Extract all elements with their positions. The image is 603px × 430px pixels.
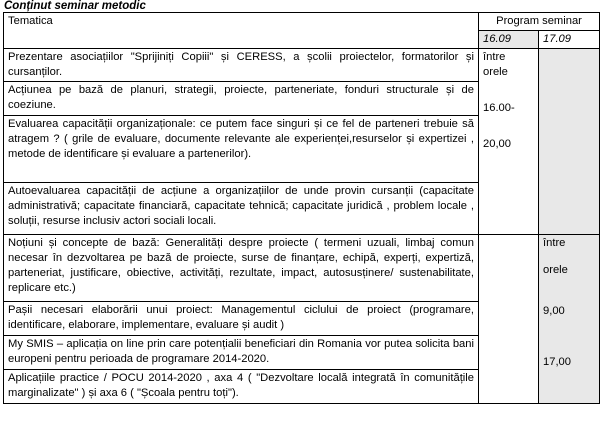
topic-row: [4, 49, 600, 82]
time1-line3: 16.00-: [483, 102, 515, 114]
topic-cell: My SMIS – aplicația on line prin care potențialii beneficiari din Romania vor putea solicita bani europeni pentru perioada de programare 2014-2020.: [4, 336, 479, 370]
time2-line2: orele: [543, 264, 568, 276]
topic-cell: Pașii necesari elaborării unui proiect: Managementul ciclului de proiect (programare, identificare, elaborare, implementare, evaluare și audit ): [4, 302, 479, 336]
topic-cell: Evaluarea capacității organizaționale: ce putem face singuri și ce fel de parteneri trebuie să atragem ? ( grile de evaluare, documente relevante ale experienței,resurselor și expertizei , metode de identificare și evaluare a partenerilor).: [4, 116, 479, 183]
topic-cell: Noțiuni și concepte de bază: Generalități despre proiecte ( termeni uzuali, limbaj comun necesar în dezvoltarea pe bază de proiecte, surse de finanțare, echipă, experți, expertiză, parteneriat, justificare, obiective, activități, rezultate, impact, autosusținere/ sustenabilitate, replicare etc.): [4, 235, 479, 302]
time2-line3: 9,00: [543, 305, 565, 317]
time1-line2: orele: [483, 66, 508, 78]
time-cell-day1: [479, 49, 539, 235]
seminar-table: [3, 12, 600, 404]
topic-cell: Autoevaluarea capacității de acțiune a organizațiilor de unde provin cursanții (capacitate administrativă; capacitate financiară, capacitate tehnică; capacitate juridică , problem locale , soluții, resurse inclusiv actori sociali locali.: [4, 183, 479, 235]
date-day2: 17.09: [539, 31, 600, 49]
topic-cell: Aplicațiile practice / POCU 2014-2020 , axa 4 ( "Dezvoltare locală integrată în comunitățile marginalizate" ) și axa 6 ( "Școala pentru toți").: [4, 370, 479, 404]
topic-cell: Prezentare asociațiilor "Sprijiniți Copiii" și CERESS, a școlii proiectelor, formatorilor și cursanților.: [4, 49, 479, 82]
empty-cell-day2: [539, 49, 600, 235]
time1-line1: între: [483, 51, 506, 63]
empty-cell-day1: [479, 235, 539, 404]
section-heading: Conținut seminar metodic: [4, 0, 146, 12]
time-cell-day2: [539, 235, 600, 404]
topic-cell: Acțiunea pe bază de planuri, strategii, proiecte, parteneriate, fonduri structurale și de coeziune.: [4, 82, 479, 116]
header-program: Program seminar: [479, 13, 600, 31]
date-day1: 16.09: [479, 31, 539, 49]
header-topic: Tematica: [4, 13, 479, 49]
time1-line4: 20,00: [483, 138, 511, 150]
time2-line4: 17,00: [543, 356, 571, 368]
time2-line1: între: [543, 237, 566, 249]
header-row: [4, 13, 600, 31]
topic-row: [4, 235, 600, 302]
